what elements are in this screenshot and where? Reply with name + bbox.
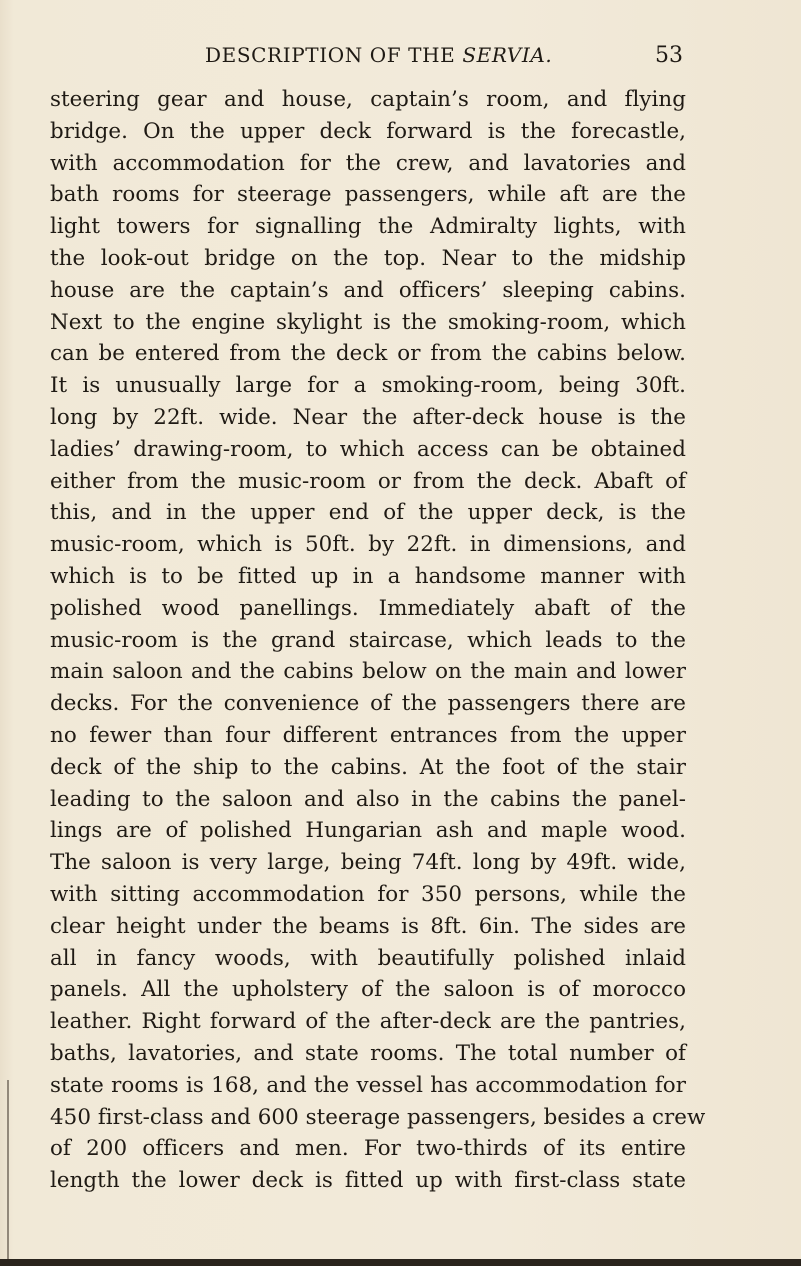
text-line: with accommodation for the crew, and lavatories and	[50, 150, 686, 176]
text-line: can be entered from the deck or from the cabins below.	[50, 341, 686, 367]
text-line: panels. All the upholstery of the saloon is of morocco	[50, 977, 686, 1003]
text-line: ladies’ drawing-room, to which access can be obtained	[50, 436, 686, 462]
text-line: lings are of polished Hungarian ash and maple wood.	[50, 818, 686, 844]
text-line: steering gear and house, captain’s room, and flying	[50, 87, 686, 112]
text-line: 450 first-class and 600 steerage passengers, besides a crew	[50, 1104, 706, 1130]
text-line: main saloon and the cabins below on the main and lower	[50, 659, 686, 685]
text-line: leading to the saloon and also in the cabins the panel-	[50, 786, 686, 812]
text-line: polished wood panellings. Immediately abaft of the	[50, 595, 686, 621]
text-line: which is to be fitted up in a handsome manner with	[50, 563, 686, 589]
text-line: long by 22ft. wide. Near the after-deck house is the	[50, 404, 686, 430]
text-line: deck of the ship to the cabins. At the foot of the stair	[50, 754, 686, 780]
text-line: either from the music-room or from the deck. Abaft of	[50, 468, 686, 494]
text-line: The saloon is very large, being 74ft. long by 49ft. wide,	[50, 850, 686, 876]
text-line: this, and in the upper end of the upper deck, is the	[50, 500, 686, 526]
text-line: of 200 officers and men. For two-thirds of its entire	[50, 1136, 686, 1162]
text-line: with sitting accommodation for 350 persons, while the	[50, 881, 686, 907]
running-title-prefix: DESCRIPTION OF THE	[205, 43, 463, 67]
text-line: It is unusually large for a smoking-room, being 30ft.	[50, 373, 686, 399]
text-line: clear height under the beams is 8ft. 6in. The sides are	[50, 913, 686, 939]
text-line: state rooms is 168, and the vessel has accommodation for	[50, 1072, 686, 1098]
gutter-shadow	[7, 1080, 9, 1266]
page-number: 53	[655, 43, 683, 68]
text-line: leather. Right forward of the after-deck are the pantries,	[50, 1009, 686, 1035]
text-line: Next to the engine skylight is the smoking-room, which	[50, 309, 686, 335]
text-line: baths, lavatories, and state rooms. The total number of	[50, 1040, 686, 1066]
text-line: house are the captain’s and officers’ sleeping cabins.	[50, 277, 686, 303]
text-line: music-room is the grand staircase, which leads to the	[50, 627, 686, 653]
running-title	[205, 43, 552, 67]
text-line: the look-out bridge on the top. Near to the midship	[50, 245, 686, 271]
text-line: bath rooms for steerage passengers, while aft are the	[50, 182, 686, 208]
text-line: all in fancy woods, with beautifully polished inlaid	[50, 945, 686, 971]
running-head	[50, 43, 683, 73]
text-line: length the lower deck is fitted up with first-class state	[50, 1168, 686, 1194]
page-bottom-edge	[0, 1259, 801, 1266]
text-line: no fewer than four different entrances from the upper	[50, 722, 686, 748]
text-line: decks. For the convenience of the passengers there are	[50, 691, 686, 717]
running-title-ship: SERVIA.	[462, 43, 553, 67]
body-text	[50, 84, 706, 1197]
text-line: bridge. On the upper deck forward is the forecastle,	[50, 118, 686, 144]
text-line: music-room, which is 50ft. by 22ft. in dimensions, and	[50, 532, 686, 558]
text-line: light towers for signalling the Admiralty lights, with	[50, 214, 686, 240]
